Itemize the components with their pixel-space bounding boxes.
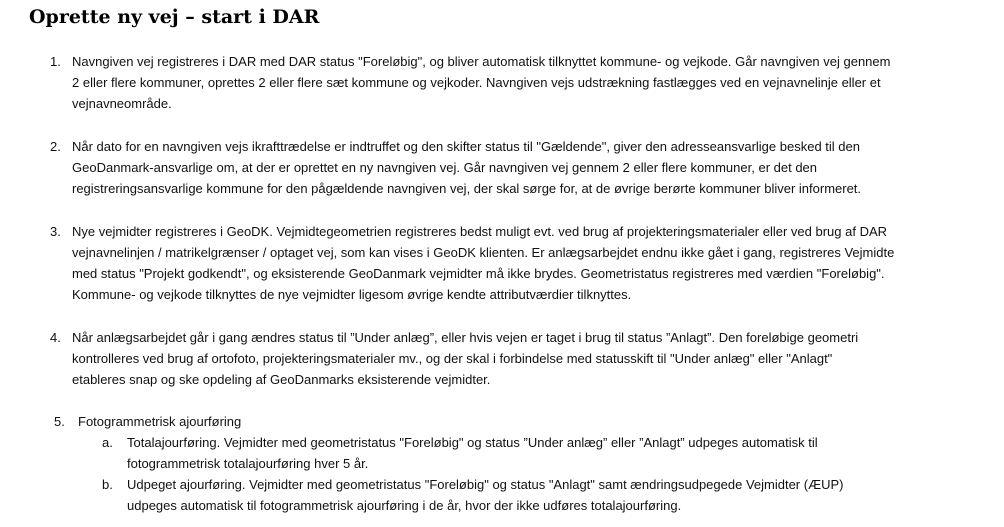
text-line: vejnavneområde. <box>72 96 172 111</box>
text-line: fotogrammetrisk totalajourføring hver 5 år. <box>127 456 369 471</box>
list-item-text <box>72 136 990 199</box>
text-line: Kommune- og vejkode tilknyttes de nye vejmidter ligesom øvrige kendte attributværdier tilknyttes. <box>72 287 632 302</box>
text-line: Navngiven vej registreres i DAR med DAR status "Foreløbig", og bliver automatisk tilknyttet kommune- og vejkode. Går navngiven vej gennem <box>72 54 891 69</box>
text-line: etableres snap og ske opdeling af GeoDanmarks eksisterende vejmidter. <box>72 372 491 387</box>
list-item-text <box>72 51 990 114</box>
list-item-number: 1. <box>50 54 61 69</box>
text-line: Fotogrammetrisk ajourføring <box>78 414 242 429</box>
text-line: udpeges automatisk til fotogrammetrisk ajourføring i de år, hvor der ikke udføres totalajourføring. <box>127 498 682 513</box>
list-item-number: 5. <box>54 414 65 429</box>
sub-list-item-letter: a. <box>102 435 113 450</box>
text-line: Nye vejmidter registreres i GeoDK. Vejmidtegeometrien registreres bedst muligt evt. ved brug af projekteringsmaterialer eller ved brug af DAR <box>72 224 888 239</box>
sub-list-item-letter: b. <box>102 477 113 492</box>
sub-list-item-text <box>127 432 982 474</box>
text-line: kontrolleres ved brug af ortofoto, projekteringsmaterialer mv., og der skal i forbindelse med statusskift til "Under anlæg" eller "Anlagt" <box>72 351 833 366</box>
sub-list-item-b <box>102 474 982 516</box>
page-title: Oprette ny vej – start i DAR <box>29 6 320 28</box>
list-item-2 <box>50 136 990 199</box>
list-item-text <box>78 411 974 432</box>
list-item-text <box>72 327 990 390</box>
text-line: Udpeget ajourføring. Vejmidter med geometristatus "Foreløbig" og status "Anlagt" samt ændringsudpegede Vejmidter (ÆUP) <box>127 477 844 492</box>
sub-list-item-text <box>127 474 982 516</box>
list-item-4 <box>50 327 990 390</box>
text-line: Når anlægsarbejdet går i gang ændres status til ”Under anlæg”, eller hvis vejen er taget i brug til status ”Anlagt”. Den foreløbige geometri <box>72 330 859 345</box>
text-line: 2 eller flere kommuner, oprettes 2 eller flere sæt kommune og vejkoder. Navngiven vejs udstrækning fastlægges ved en vejnavnelinje eller et <box>72 75 881 90</box>
list-item-number: 3. <box>50 224 61 239</box>
sub-list-item-a <box>102 432 982 474</box>
text-line: Totalajourføring. Vejmidter med geometristatus "Foreløbig" og status ”Under anlæg” eller ”Anlagt” udpeges automatisk til <box>127 435 818 450</box>
list-item-number: 2. <box>50 139 61 154</box>
list-item-text <box>72 221 990 305</box>
text-line: vejnavnelinjen / matrikelgrænser / optaget vej, som kan vises i GeoDK klienten. Er anlægsarbejdet endnu ikke gået i gang, registreres Vejmidte <box>72 245 895 260</box>
text-line: Når dato for en navngiven vejs ikrafttrædelse er indtruffet og den skifter status til "Gældende", giver den adresseansvarlige besked til den <box>72 139 860 154</box>
text-line: registreringsansvarlige kommune for den pågældende navngiven vej, der skal sørge for, at de øvrige berørte kommuner bliver informeret. <box>72 181 862 196</box>
list-item-3 <box>50 221 990 305</box>
list-item-number: 4. <box>50 330 61 345</box>
text-line: GeoDanmark-ansvarlige om, at der er oprettet en ny navngiven vej. Går navngiven vej gennem 2 eller flere kommuner, er det den <box>72 160 818 175</box>
text-line: med status "Projekt godkendt", og eksisterende GeoDanmark vejmidter må ikke brydes. Geometristatus registreres med værdien "Foreløbig". <box>72 266 885 281</box>
list-item-1 <box>50 51 990 114</box>
list-item-5 <box>54 411 974 432</box>
